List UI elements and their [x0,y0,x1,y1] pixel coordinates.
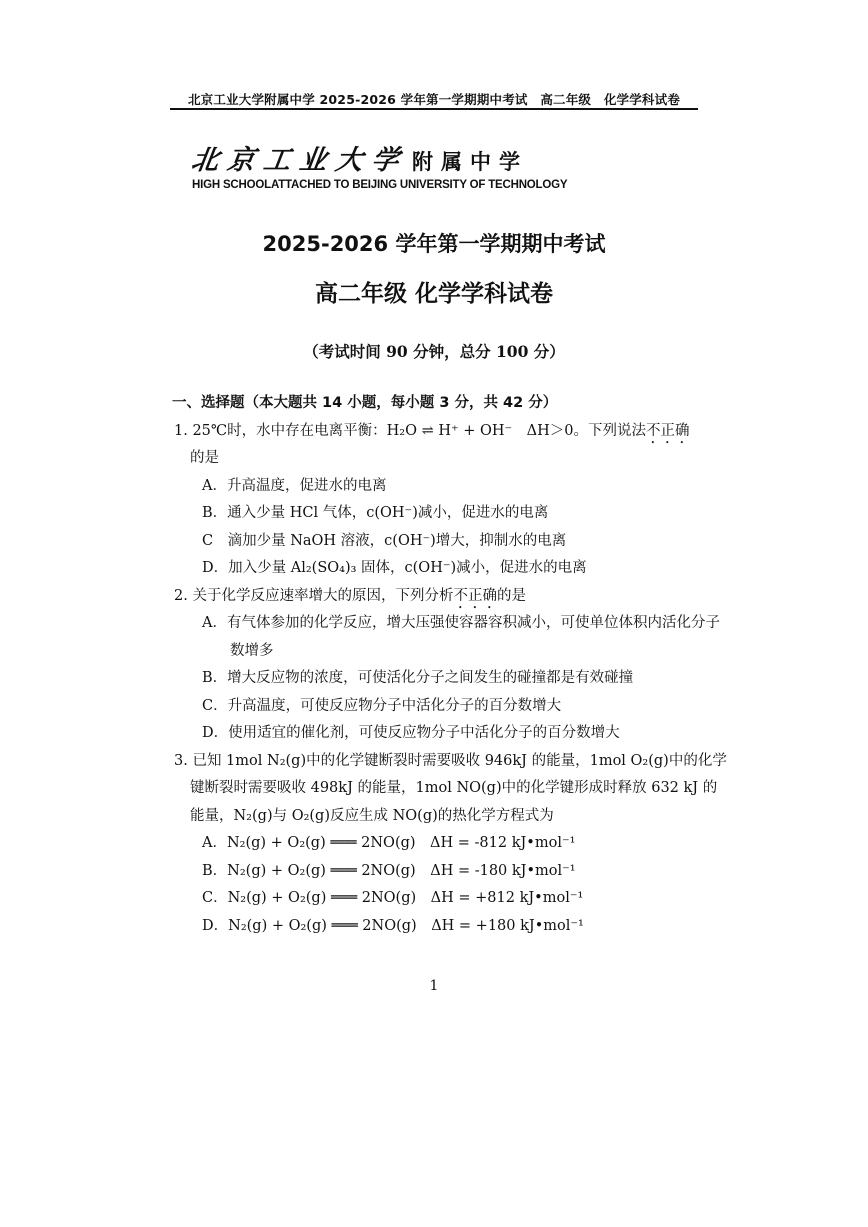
logo-suffix: 附属中学 [412,150,528,174]
question-3-stem-cont-2: 能量，N₂(g)与 O₂(g)反应生成 NO(g)的热化学方程式为 [190,807,554,824]
questions [172,390,727,940]
running-header: 北京工业大学附属中学 2025-2026 学年第一学期期中考试 高二年级 化学学科试卷 [187,92,681,107]
question-3-stem-cont-1: 键断裂时需要吸收 498kJ 的能量，1mol NO(g)中的化学键形成时释放 632 kJ 的 [190,780,718,796]
question-1-stem: 1. 25℃时，水中存在电离平衡：H₂O ⇌ H⁺ + OH⁻ ΔH＞0。下列说法不正确 [174,422,690,439]
question-1-option-b: B．通入少量 HCl 气体，c(OH⁻)减小，促进水的电离 [202,505,549,521]
page-number: 1 [429,978,439,994]
question-1-option-c: C 滴加少量 NaOH 溶液，c(OH⁻)增大，抑制水的电离 [202,532,567,549]
question-3-option-b: B．N₂(g) + O₂(g) ═══ 2NO(g) ΔH = -180 kJ•mol⁻¹ [202,862,576,879]
question-2-option-c: C．升高温度，可使反应物分子中活化分子的百分数增大 [202,697,562,714]
logo-english: HIGH SCHOOLATTACHED TO BEIJING UNIVERSITY OF TECHNOLOGY [192,179,568,191]
emphasis-text: 不正确 [453,587,497,604]
question-1-option-d: D．加入少量 Al₂(SO₄)₃ 固体，c(OH⁻)减小，促进水的电离 [202,560,587,576]
question-2-option-d: D．使用适宜的催化剂，可使反应物分子中活化分子的百分数增大 [202,725,620,741]
section-title: 一、选择题（本大题共 14 小题，每小题 3 分，共 42 分） [172,395,558,411]
school-logo [189,138,572,191]
question-2-stem: 2. 关于化学反应速率增大的原因，下列分析不正确的是 [174,587,526,604]
question-2-option-a: A．有气体参加的化学反应，增大压强使容器容积减小，可使单位体积内活化分子 [202,615,720,631]
question-3-option-a: A．N₂(g) + O₂(g) ═══ 2NO(g) ΔH = -812 kJ•mol⁻¹ [202,835,576,851]
question-1-stem-cont: 的是 [190,450,219,466]
emphasis-text: 不正确 [646,422,690,439]
exam-info: （考试时间 90 分钟，总分 100 分） [303,342,565,361]
question-2-option-a-cont: 数增多 [230,642,274,659]
header-rule [170,108,698,110]
logo-calligraphy: 北京工业大学 [189,145,410,176]
exam-subtitle: 高二年级 化学学科试卷 [314,281,553,307]
exam-title: 2025-2026 学年第一学期期中考试 [262,232,606,256]
question-3-option-d: D．N₂(g) + O₂(g) ═══ 2NO(g) ΔH = +180 kJ•mol⁻¹ [202,917,584,934]
question-1-option-a: A．升高温度，促进水的电离 [202,477,387,494]
question-3-option-c: C．N₂(g) + O₂(g) ═══ 2NO(g) ΔH = +812 kJ•mol⁻¹ [202,890,584,906]
question-3-stem: 3. 已知 1mol N₂(g)中的化学键断裂时需要吸收 946kJ 的能量，1mol O₂(g)中的化学 [174,752,727,769]
question-2-option-b: B．增大反应物的浓度，可使活化分子之间发生的碰撞都是有效碰撞 [202,670,634,686]
